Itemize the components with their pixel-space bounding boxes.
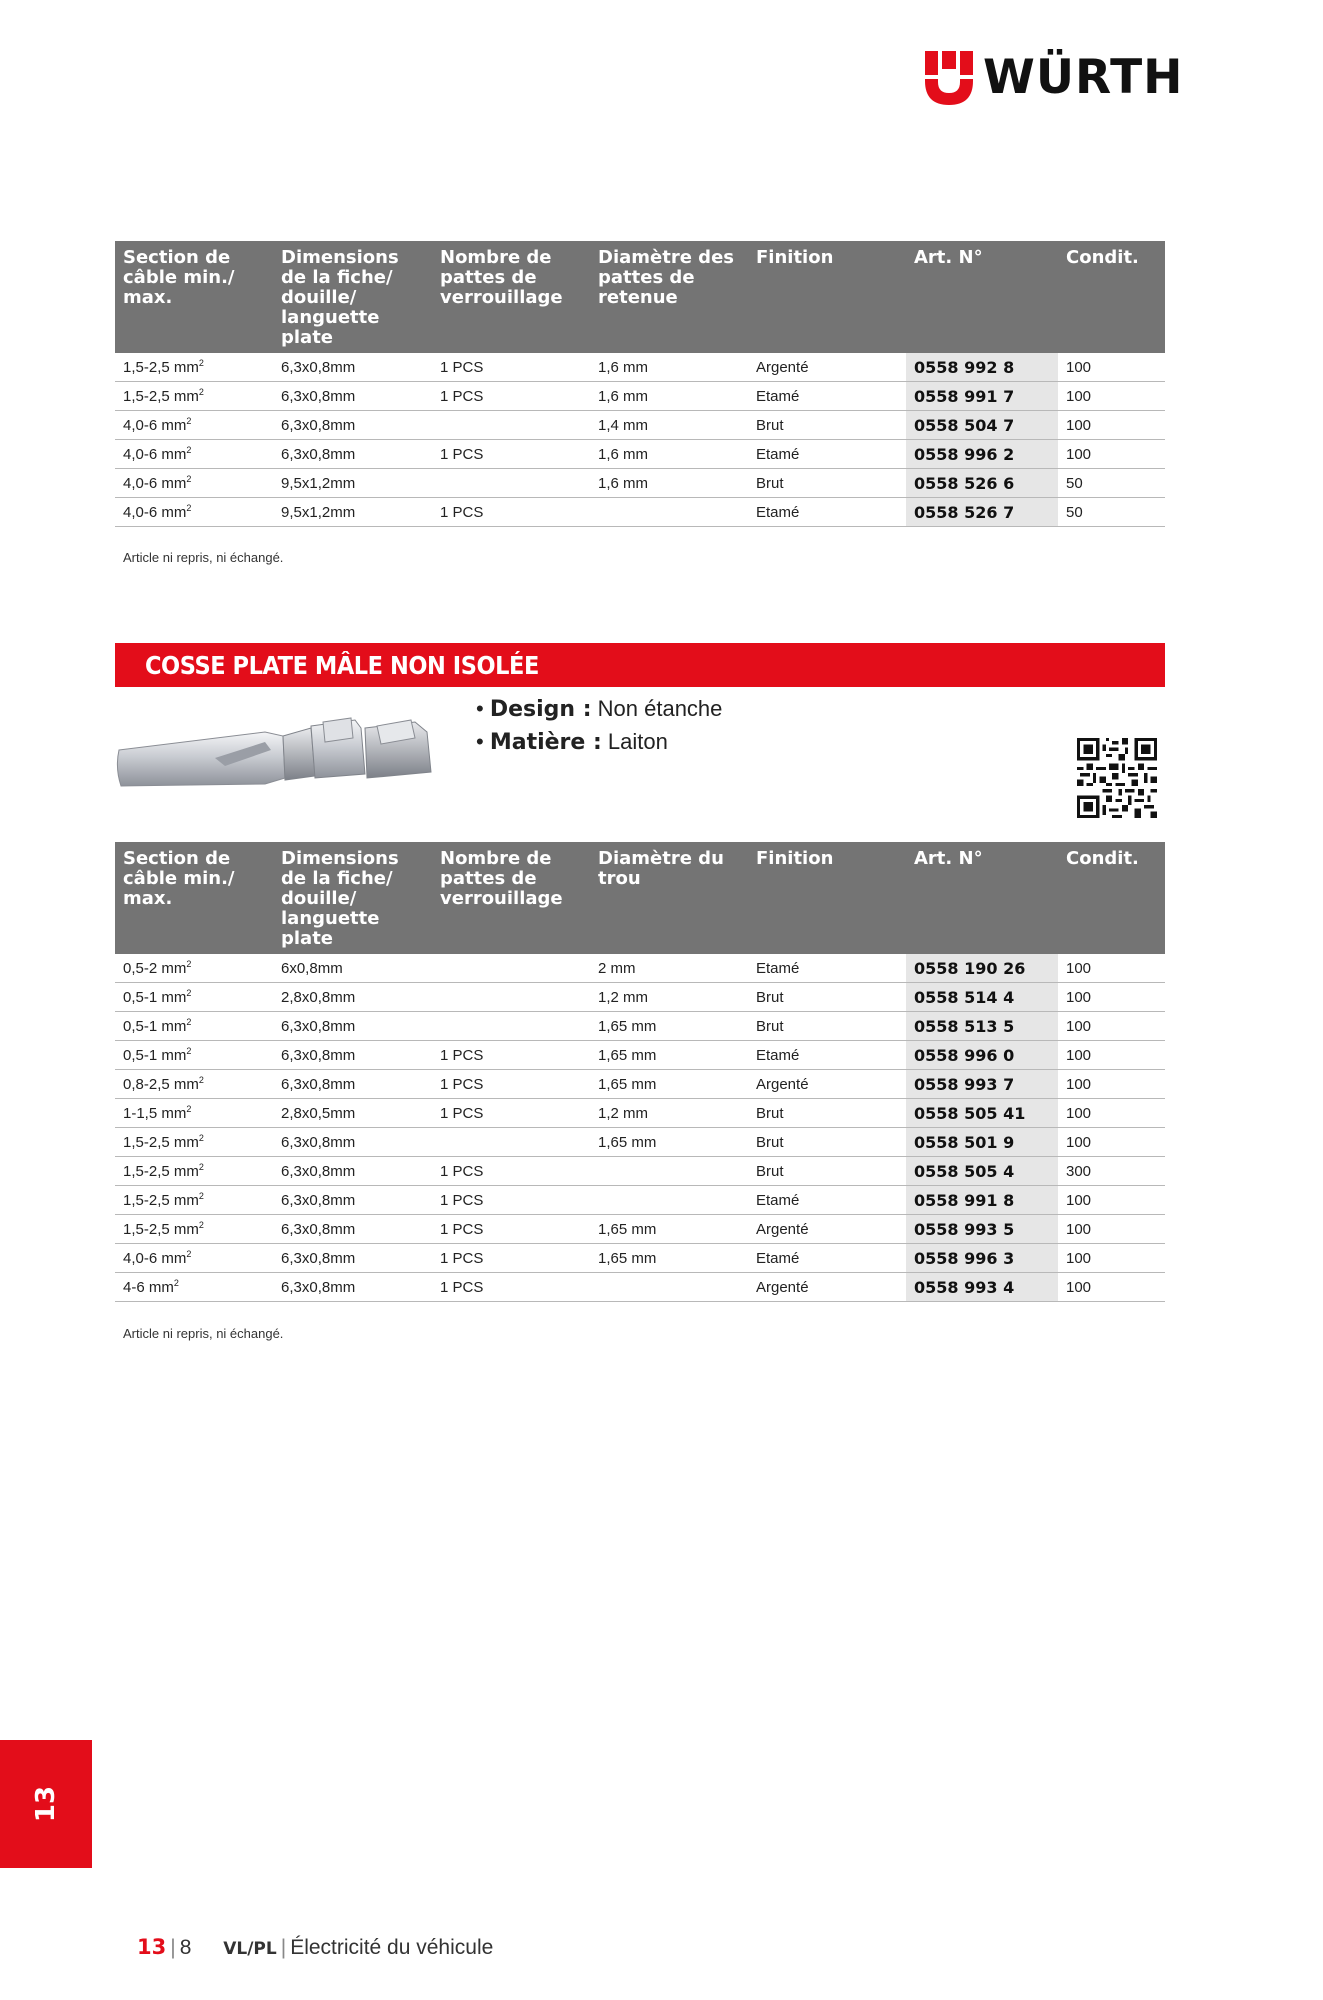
cell-pattes: 1 PCS bbox=[432, 1215, 590, 1244]
cell-finition: Brut bbox=[748, 1012, 906, 1041]
cell-condit: 300 bbox=[1058, 1157, 1165, 1186]
spec-table-2 bbox=[115, 842, 1165, 1302]
cell-finition: Brut bbox=[748, 411, 906, 440]
cell-dimensions: 6,3x0,8mm bbox=[273, 382, 432, 411]
cell-dimensions: 6,3x0,8mm bbox=[273, 1070, 432, 1099]
wurth-logo bbox=[925, 50, 1183, 105]
table-header-row bbox=[115, 842, 1165, 954]
cell-section-text: 4,0-6 mm bbox=[123, 504, 187, 521]
section-title-bar bbox=[115, 643, 1165, 687]
cell-diametre: 1,4 mm bbox=[590, 411, 748, 440]
cell-diametre: 1,2 mm bbox=[590, 983, 748, 1012]
cell-dimensions: 6,3x0,8mm bbox=[273, 1186, 432, 1215]
cell-condit: 100 bbox=[1058, 1186, 1165, 1215]
cell-condit: 100 bbox=[1058, 1012, 1165, 1041]
cell-section-text: 0,8-2,5 mm bbox=[123, 1076, 199, 1093]
cell-dimensions: 6,3x0,8mm bbox=[273, 1157, 432, 1186]
table-row bbox=[115, 983, 1165, 1012]
cell-pattes bbox=[432, 1012, 590, 1041]
cell-art-no[interactable]: 0558 993 7 bbox=[906, 1070, 1058, 1099]
cell-pattes bbox=[432, 954, 590, 983]
cell-section: 0,5-2 $mm^2$ bbox=[115, 954, 273, 983]
header-pattes: Nombre de pattes de verrouillage bbox=[432, 241, 590, 353]
cell-section: 1,5-2,5 $mm^2$ bbox=[115, 1215, 273, 1244]
cell-condit: 50 bbox=[1058, 469, 1165, 498]
cell-section: 0,5-1 $mm^2$ bbox=[115, 983, 273, 1012]
cell-finition: Etamé bbox=[748, 954, 906, 983]
cell-section: 4,0-6 $mm^2$ bbox=[115, 440, 273, 469]
table1-note: Article ni repris, ni échangé. bbox=[123, 550, 284, 565]
cell-section: 0,5-1 $mm^2$ bbox=[115, 1012, 273, 1041]
cell-section: 4-6 $mm^2$ bbox=[115, 1273, 273, 1302]
qr-code-icon[interactable] bbox=[1077, 738, 1157, 818]
cell-condit: 100 bbox=[1058, 353, 1165, 382]
table-row bbox=[115, 1215, 1165, 1244]
cell-finition: Argenté bbox=[748, 1215, 906, 1244]
table-row bbox=[115, 1186, 1165, 1215]
cell-dimensions: 6,3x0,8mm bbox=[273, 1273, 432, 1302]
table-row bbox=[115, 1273, 1165, 1302]
header-finition: Finition bbox=[748, 842, 906, 954]
brand-name: WÜRTH bbox=[983, 50, 1184, 105]
cell-pattes: 1 PCS bbox=[432, 382, 590, 411]
table-row bbox=[115, 382, 1165, 411]
cell-section-text: 1,5-2,5 mm bbox=[123, 1192, 199, 1209]
cell-dimensions: 6,3x0,8mm bbox=[273, 1215, 432, 1244]
chapter-tab[interactable] bbox=[0, 1740, 92, 1868]
cell-finition: Brut bbox=[748, 1157, 906, 1186]
cell-section-text: 1,5-2,5 mm bbox=[123, 359, 199, 376]
cell-art-no[interactable]: 0558 526 6 bbox=[906, 469, 1058, 498]
cell-section: 4,0-6 $mm^2$ bbox=[115, 498, 273, 527]
cell-pattes: 1 PCS bbox=[432, 498, 590, 527]
cell-dimensions: 6x0,8mm bbox=[273, 954, 432, 983]
cell-section: 1,5-2,5 $mm^2$ bbox=[115, 1157, 273, 1186]
cell-pattes: 1 PCS bbox=[432, 440, 590, 469]
cell-condit: 100 bbox=[1058, 1244, 1165, 1273]
cell-dimensions: 6,3x0,8mm bbox=[273, 1244, 432, 1273]
cell-art-no[interactable]: 0558 504 7 bbox=[906, 411, 1058, 440]
cell-finition: Brut bbox=[748, 1099, 906, 1128]
cell-pattes bbox=[432, 983, 590, 1012]
cell-dimensions: 6,3x0,8mm bbox=[273, 411, 432, 440]
cell-section-text: 4,0-6 mm bbox=[123, 475, 187, 492]
table-row bbox=[115, 1099, 1165, 1128]
cell-section: 0,8-2,5 $mm^2$ bbox=[115, 1070, 273, 1099]
cell-dimensions: 9,5x1,2mm bbox=[273, 498, 432, 527]
cell-pattes bbox=[432, 1128, 590, 1157]
cell-diametre: 1,65 mm bbox=[590, 1215, 748, 1244]
table-header-row bbox=[115, 241, 1165, 353]
cell-section: 1,5-2,5 $mm^2$ bbox=[115, 382, 273, 411]
cell-diametre: 1,65 mm bbox=[590, 1070, 748, 1099]
table-row bbox=[115, 1244, 1165, 1273]
cell-diametre: 1,65 mm bbox=[590, 1041, 748, 1070]
cell-condit: 100 bbox=[1058, 411, 1165, 440]
flat-male-terminal-image bbox=[115, 698, 455, 808]
header-dimensions: Dimensions de la fiche/ douille/ languette plate bbox=[273, 842, 432, 954]
cell-art-no[interactable]: 0558 996 0 bbox=[906, 1041, 1058, 1070]
cell-finition: Argenté bbox=[748, 1273, 906, 1302]
cell-diametre: 2 mm bbox=[590, 954, 748, 983]
cell-section-text: 4-6 mm bbox=[123, 1279, 174, 1296]
header-dimensions: Dimensions de la fiche/ douille/ languette plate bbox=[273, 241, 432, 353]
table-row bbox=[115, 440, 1165, 469]
chapter-tab-number: 13 bbox=[31, 1785, 61, 1823]
section-title: COSSE PLATE MÂLE NON ISOLÉE bbox=[145, 651, 539, 680]
cell-art-no[interactable]: 0558 505 41 bbox=[906, 1099, 1058, 1128]
cell-dimensions: 6,3x0,8mm bbox=[273, 1128, 432, 1157]
cell-finition: Etamé bbox=[748, 498, 906, 527]
cell-diametre bbox=[590, 1273, 748, 1302]
cell-dimensions: 6,3x0,8mm bbox=[273, 353, 432, 382]
header-art-no: Art. N° bbox=[906, 241, 1058, 353]
feature-design-value: Non étanche bbox=[597, 696, 723, 721]
feature-design-label: Design : bbox=[489, 697, 592, 722]
cell-section: 0,5-1 $mm^2$ bbox=[115, 1041, 273, 1070]
feature-design: • Design : Non étanche bbox=[476, 696, 723, 722]
cell-section: 1,5-2,5 $mm^2$ bbox=[115, 1128, 273, 1157]
table-row bbox=[115, 498, 1165, 527]
cell-diametre: 1,6 mm bbox=[590, 382, 748, 411]
cell-art-no[interactable]: 0558 991 7 bbox=[906, 382, 1058, 411]
cell-section-text: 4,0-6 mm bbox=[123, 1250, 187, 1267]
cell-art-no[interactable]: 0558 992 8 bbox=[906, 353, 1058, 382]
cell-section-text: 4,0-6 mm bbox=[123, 417, 187, 434]
cell-art-no[interactable]: 0558 996 3 bbox=[906, 1244, 1058, 1273]
cell-section: 4,0-6 $mm^2$ bbox=[115, 469, 273, 498]
cell-pattes: 1 PCS bbox=[432, 1099, 590, 1128]
cell-section-text: 0,5-2 mm bbox=[123, 960, 187, 977]
cell-section-text: 1,5-2,5 mm bbox=[123, 1221, 199, 1238]
cell-finition: Etamé bbox=[748, 382, 906, 411]
cell-art-no[interactable]: 0558 996 2 bbox=[906, 440, 1058, 469]
header-section: Section de câble min./ max. bbox=[115, 241, 273, 353]
cell-section-text: 1,5-2,5 mm bbox=[123, 388, 199, 405]
cell-section: 1,5-2,5 $mm^2$ bbox=[115, 353, 273, 382]
page-footer: 13 | 8 VL/PL | Électricité du véhicule bbox=[137, 1935, 494, 1959]
cell-condit: 100 bbox=[1058, 1099, 1165, 1128]
cell-diametre: 1,2 mm bbox=[590, 1099, 748, 1128]
cell-diametre: 1,65 mm bbox=[590, 1128, 748, 1157]
page-number: 13 bbox=[137, 1935, 167, 1959]
table-row bbox=[115, 1041, 1165, 1070]
cell-section-text: 0,5-1 mm bbox=[123, 1018, 187, 1035]
cell-diametre: 1,6 mm bbox=[590, 440, 748, 469]
cell-condit: 100 bbox=[1058, 983, 1165, 1012]
cell-pattes: 1 PCS bbox=[432, 1186, 590, 1215]
cell-art-no[interactable]: 0558 501 9 bbox=[906, 1128, 1058, 1157]
cell-condit: 100 bbox=[1058, 1128, 1165, 1157]
cell-finition: Argenté bbox=[748, 1070, 906, 1099]
header-condit: Condit. bbox=[1058, 842, 1165, 954]
cell-art-no[interactable]: 0558 993 4 bbox=[906, 1273, 1058, 1302]
table-row bbox=[115, 1157, 1165, 1186]
table-row bbox=[115, 954, 1165, 983]
cell-section-text: 0,5-1 mm bbox=[123, 989, 187, 1006]
cell-diametre: 1,6 mm bbox=[590, 469, 748, 498]
table-row bbox=[115, 1012, 1165, 1041]
spec-table-1 bbox=[115, 241, 1165, 527]
cell-condit: 100 bbox=[1058, 1070, 1165, 1099]
footer-title: Électricité du véhicule bbox=[290, 1936, 494, 1959]
header-diametre: Diamètre des pattes de retenue bbox=[590, 241, 748, 353]
cell-finition: Brut bbox=[748, 983, 906, 1012]
header-diametre-trou: Diamètre du trou bbox=[590, 842, 748, 954]
cell-pattes bbox=[432, 411, 590, 440]
cell-condit: 50 bbox=[1058, 498, 1165, 527]
table2-note: Article ni repris, ni échangé. bbox=[123, 1326, 284, 1341]
cell-finition: Brut bbox=[748, 1128, 906, 1157]
cell-finition: Argenté bbox=[748, 353, 906, 382]
cell-diametre bbox=[590, 1186, 748, 1215]
cell-pattes: 1 PCS bbox=[432, 1157, 590, 1186]
feature-material-label: Matière : bbox=[489, 730, 602, 755]
cell-art-no[interactable]: 0558 991 8 bbox=[906, 1186, 1058, 1215]
feature-material-value: Laiton bbox=[607, 729, 668, 754]
cell-pattes: 1 PCS bbox=[432, 1070, 590, 1099]
cell-finition: Etamé bbox=[748, 1186, 906, 1215]
cell-dimensions: 6,3x0,8mm bbox=[273, 1041, 432, 1070]
table-row bbox=[115, 469, 1165, 498]
cell-section: 1-1,5 $mm^2$ bbox=[115, 1099, 273, 1128]
feature-material: • Matière : Laiton bbox=[476, 729, 668, 755]
feature-list bbox=[476, 692, 722, 758]
subpage-number: 8 bbox=[179, 1936, 192, 1959]
cell-section: 1,5-2,5 $mm^2$ bbox=[115, 1186, 273, 1215]
cell-section-text: 1,5-2,5 mm bbox=[123, 1134, 199, 1151]
header-finition: Finition bbox=[748, 241, 906, 353]
cell-dimensions: 2,8x0,5mm bbox=[273, 1099, 432, 1128]
header-art-no: Art. N° bbox=[906, 842, 1058, 954]
cell-section-text: 1,5-2,5 mm bbox=[123, 1163, 199, 1180]
cell-diametre bbox=[590, 498, 748, 527]
cell-art-no[interactable]: 0558 993 5 bbox=[906, 1215, 1058, 1244]
cell-dimensions: 9,5x1,2mm bbox=[273, 469, 432, 498]
table-row bbox=[115, 1070, 1165, 1099]
cell-finition: Etamé bbox=[748, 440, 906, 469]
wurth-logo-mark-icon bbox=[925, 51, 973, 105]
cell-condit: 100 bbox=[1058, 954, 1165, 983]
cell-art-no[interactable]: 0558 526 7 bbox=[906, 498, 1058, 527]
header-pattes: Nombre de pattes de verrouillage bbox=[432, 842, 590, 954]
cell-finition: Etamé bbox=[748, 1244, 906, 1273]
cell-section: 4,0-6 $mm^2$ bbox=[115, 411, 273, 440]
cell-art-no[interactable]: 0558 190 26 bbox=[906, 954, 1058, 983]
cell-section-text: 1-1,5 mm bbox=[123, 1105, 187, 1122]
cell-finition: Brut bbox=[748, 469, 906, 498]
cell-condit: 100 bbox=[1058, 1273, 1165, 1302]
cell-section: 4,0-6 $mm^2$ bbox=[115, 1244, 273, 1273]
table-row bbox=[115, 1128, 1165, 1157]
cell-diametre: 1,65 mm bbox=[590, 1244, 748, 1273]
cell-condit: 100 bbox=[1058, 1041, 1165, 1070]
cell-section-text: 4,0-6 mm bbox=[123, 446, 187, 463]
footer-category: VL/PL bbox=[223, 1939, 277, 1959]
cell-diametre bbox=[590, 1157, 748, 1186]
header-section: Section de câble min./ max. bbox=[115, 842, 273, 954]
cell-condit: 100 bbox=[1058, 1215, 1165, 1244]
cell-diametre: 1,6 mm bbox=[590, 353, 748, 382]
cell-dimensions: 6,3x0,8mm bbox=[273, 440, 432, 469]
cell-pattes bbox=[432, 469, 590, 498]
cell-pattes: 1 PCS bbox=[432, 1041, 590, 1070]
table-row bbox=[115, 353, 1165, 382]
cell-pattes: 1 PCS bbox=[432, 1273, 590, 1302]
cell-dimensions: 2,8x0,8mm bbox=[273, 983, 432, 1012]
header-condit: Condit. bbox=[1058, 241, 1165, 353]
table-row bbox=[115, 411, 1165, 440]
cell-art-no[interactable]: 0558 513 5 bbox=[906, 1012, 1058, 1041]
cell-dimensions: 6,3x0,8mm bbox=[273, 1012, 432, 1041]
cell-art-no[interactable]: 0558 505 4 bbox=[906, 1157, 1058, 1186]
cell-condit: 100 bbox=[1058, 440, 1165, 469]
cell-finition: Etamé bbox=[748, 1041, 906, 1070]
cell-condit: 100 bbox=[1058, 382, 1165, 411]
cell-pattes: 1 PCS bbox=[432, 353, 590, 382]
cell-art-no[interactable]: 0558 514 4 bbox=[906, 983, 1058, 1012]
cell-section-text: 0,5-1 mm bbox=[123, 1047, 187, 1064]
cell-diametre: 1,65 mm bbox=[590, 1012, 748, 1041]
cell-pattes: 1 PCS bbox=[432, 1244, 590, 1273]
